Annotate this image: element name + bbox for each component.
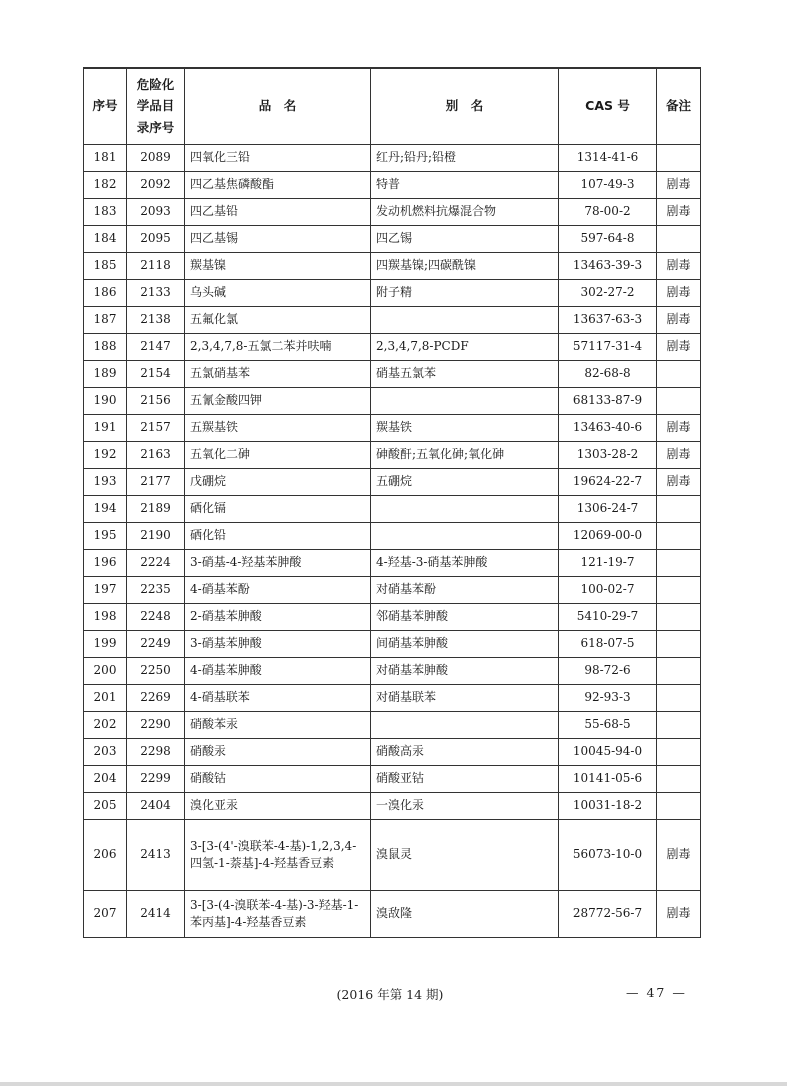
cell-remark xyxy=(657,496,701,523)
cell-name: 溴化亚汞 xyxy=(185,793,371,820)
cell-seq: 193 xyxy=(84,469,127,496)
cell-catalog-no: 2157 xyxy=(127,415,185,442)
cell-cas: 78-00-2 xyxy=(559,199,657,226)
table-row xyxy=(84,793,701,820)
cell-name: 乌头碱 xyxy=(185,280,371,307)
cell-seq: 201 xyxy=(84,685,127,712)
cell-catalog-no: 2118 xyxy=(127,253,185,280)
cell-alias: 硝酸亚钴 xyxy=(371,766,559,793)
cell-name: 4-硝基苯酚 xyxy=(185,577,371,604)
cell-remark: 剧毒 xyxy=(657,891,701,938)
cell-alias xyxy=(371,307,559,334)
table-row xyxy=(84,469,701,496)
cell-catalog-no: 2095 xyxy=(127,226,185,253)
cell-cas: 107-49-3 xyxy=(559,172,657,199)
cell-cas: 13463-39-3 xyxy=(559,253,657,280)
table-row xyxy=(84,226,701,253)
cell-remark xyxy=(657,685,701,712)
cell-cas: 121-19-7 xyxy=(559,550,657,577)
cell-cas: 68133-87-9 xyxy=(559,388,657,415)
cell-remark xyxy=(657,226,701,253)
cell-cas: 597-64-8 xyxy=(559,226,657,253)
cell-remark xyxy=(657,712,701,739)
table-body xyxy=(84,145,701,938)
cell-seq: 199 xyxy=(84,631,127,658)
cell-alias: 溴鼠灵 xyxy=(371,820,559,891)
cell-alias: 红丹;铅丹;铅橙 xyxy=(371,145,559,172)
cell-catalog-no: 2189 xyxy=(127,496,185,523)
cell-remark xyxy=(657,577,701,604)
cell-alias: 溴敌隆 xyxy=(371,891,559,938)
cell-seq: 189 xyxy=(84,361,127,388)
cell-remark: 剧毒 xyxy=(657,199,701,226)
cell-cas: 13637-63-3 xyxy=(559,307,657,334)
cell-name: 硒化镉 xyxy=(185,496,371,523)
cell-cas: 1306-24-7 xyxy=(559,496,657,523)
table-row xyxy=(84,523,701,550)
cell-seq: 203 xyxy=(84,739,127,766)
cell-alias xyxy=(371,388,559,415)
cell-seq: 195 xyxy=(84,523,127,550)
cell-catalog-no: 2414 xyxy=(127,891,185,938)
cell-seq: 198 xyxy=(84,604,127,631)
table-row xyxy=(84,685,701,712)
cell-name: 硝酸汞 xyxy=(185,739,371,766)
cell-name: 戊硼烷 xyxy=(185,469,371,496)
cell-remark: 剧毒 xyxy=(657,415,701,442)
cell-name: 硝酸钴 xyxy=(185,766,371,793)
cell-alias: 2,3,4,7,8-PCDF xyxy=(371,334,559,361)
cell-seq: 186 xyxy=(84,280,127,307)
cell-seq: 183 xyxy=(84,199,127,226)
cell-cas: 10045-94-0 xyxy=(559,739,657,766)
cell-catalog-no: 2093 xyxy=(127,199,185,226)
cell-catalog-no: 2154 xyxy=(127,361,185,388)
cell-alias: 五硼烷 xyxy=(371,469,559,496)
cell-remark xyxy=(657,766,701,793)
cell-catalog-no: 2413 xyxy=(127,820,185,891)
cell-seq: 192 xyxy=(84,442,127,469)
table-row xyxy=(84,415,701,442)
cell-seq: 197 xyxy=(84,577,127,604)
cell-name: 4-硝基苯胂酸 xyxy=(185,658,371,685)
cell-catalog-no: 2248 xyxy=(127,604,185,631)
cell-catalog-no: 2089 xyxy=(127,145,185,172)
cell-name: 五氰金酸四钾 xyxy=(185,388,371,415)
cell-catalog-no: 2249 xyxy=(127,631,185,658)
cell-seq: 185 xyxy=(84,253,127,280)
table-row xyxy=(84,631,701,658)
table-row xyxy=(84,388,701,415)
cell-remark: 剧毒 xyxy=(657,253,701,280)
cell-name: 四乙基铅 xyxy=(185,199,371,226)
table-row xyxy=(84,604,701,631)
cell-catalog-no: 2299 xyxy=(127,766,185,793)
page-number: — 47 — xyxy=(626,985,687,1000)
cell-name: 四氧化三铅 xyxy=(185,145,371,172)
header-catalog-no-line2: 学品目 xyxy=(136,98,175,114)
cell-name: 2,3,4,7,8-五氯二苯并呋喃 xyxy=(185,334,371,361)
cell-alias: 间硝基苯胂酸 xyxy=(371,631,559,658)
cell-catalog-no: 2147 xyxy=(127,334,185,361)
hazardous-chemicals-table xyxy=(83,67,701,938)
table-row xyxy=(84,712,701,739)
cell-alias: 4-羟基-3-硝基苯胂酸 xyxy=(371,550,559,577)
table-header-row xyxy=(84,68,701,145)
cell-catalog-no: 2235 xyxy=(127,577,185,604)
cell-alias: 附子精 xyxy=(371,280,559,307)
cell-alias: 四乙锡 xyxy=(371,226,559,253)
table-row xyxy=(84,658,701,685)
cell-remark xyxy=(657,739,701,766)
table-row xyxy=(84,577,701,604)
cell-alias: 发动机燃料抗爆混合物 xyxy=(371,199,559,226)
cell-alias xyxy=(371,496,559,523)
cell-alias: 砷酸酐;五氧化砷;氧化砷 xyxy=(371,442,559,469)
cell-cas: 82-68-8 xyxy=(559,361,657,388)
cell-cas: 57117-31-4 xyxy=(559,334,657,361)
cell-cas: 56073-10-0 xyxy=(559,820,657,891)
cell-remark xyxy=(657,145,701,172)
bottom-edge xyxy=(0,1082,787,1086)
cell-name: 4-硝基联苯 xyxy=(185,685,371,712)
table-row xyxy=(84,145,701,172)
cell-cas: 92-93-3 xyxy=(559,685,657,712)
cell-seq: 202 xyxy=(84,712,127,739)
table-row xyxy=(84,550,701,577)
cell-seq: 191 xyxy=(84,415,127,442)
issue-label: (2016 年第 14 期) xyxy=(336,987,444,1002)
cell-name: 3-硝基-4-羟基苯胂酸 xyxy=(185,550,371,577)
cell-cas: 10141-05-6 xyxy=(559,766,657,793)
header-name: 品 名 xyxy=(185,68,371,145)
cell-cas: 28772-56-7 xyxy=(559,891,657,938)
cell-name: 3-[3-(4'-溴联苯-4-基)-1,2,3,4-四氢-1-萘基]-4-羟基香豆素 xyxy=(185,820,371,891)
header-catalog-no-line1: 危险化 xyxy=(136,77,175,93)
header-catalog-no xyxy=(127,68,185,145)
cell-catalog-no: 2224 xyxy=(127,550,185,577)
cell-cas: 302-27-2 xyxy=(559,280,657,307)
cell-catalog-no: 2404 xyxy=(127,793,185,820)
cell-name: 四乙基焦磷酸酯 xyxy=(185,172,371,199)
cell-catalog-no: 2138 xyxy=(127,307,185,334)
cell-name: 五羰基铁 xyxy=(185,415,371,442)
cell-catalog-no: 2163 xyxy=(127,442,185,469)
cell-remark xyxy=(657,658,701,685)
cell-alias xyxy=(371,712,559,739)
cell-seq: 187 xyxy=(84,307,127,334)
cell-seq: 207 xyxy=(84,891,127,938)
cell-seq: 196 xyxy=(84,550,127,577)
table-row xyxy=(84,891,701,938)
cell-cas: 12069-00-0 xyxy=(559,523,657,550)
cell-seq: 181 xyxy=(84,145,127,172)
cell-catalog-no: 2092 xyxy=(127,172,185,199)
cell-remark: 剧毒 xyxy=(657,334,701,361)
cell-remark xyxy=(657,604,701,631)
cell-alias: 对硝基苯酚 xyxy=(371,577,559,604)
cell-name: 五氯硝基苯 xyxy=(185,361,371,388)
cell-catalog-no: 2298 xyxy=(127,739,185,766)
table-row xyxy=(84,334,701,361)
cell-alias: 特普 xyxy=(371,172,559,199)
cell-remark xyxy=(657,793,701,820)
cell-remark: 剧毒 xyxy=(657,307,701,334)
table-row xyxy=(84,280,701,307)
cell-catalog-no: 2190 xyxy=(127,523,185,550)
cell-alias: 对硝基联苯 xyxy=(371,685,559,712)
table-row xyxy=(84,199,701,226)
cell-cas: 100-02-7 xyxy=(559,577,657,604)
cell-catalog-no: 2177 xyxy=(127,469,185,496)
cell-catalog-no: 2290 xyxy=(127,712,185,739)
cell-remark xyxy=(657,388,701,415)
header-seq: 序号 xyxy=(84,68,127,145)
header-catalog-no-line3: 录序号 xyxy=(136,119,175,135)
cell-seq: 184 xyxy=(84,226,127,253)
cell-name: 3-硝基苯胂酸 xyxy=(185,631,371,658)
cell-name: 3-[3-(4-溴联苯-4-基)-3-羟基-1-苯丙基]-4-羟基香豆素 xyxy=(185,891,371,938)
table-row xyxy=(84,253,701,280)
header-alias: 别 名 xyxy=(371,68,559,145)
table-row xyxy=(84,172,701,199)
table-row xyxy=(84,361,701,388)
header-cas: CAS 号 xyxy=(559,68,657,145)
cell-cas: 1303-28-2 xyxy=(559,442,657,469)
cell-alias: 邻硝基苯胂酸 xyxy=(371,604,559,631)
cell-alias: 一溴化汞 xyxy=(371,793,559,820)
cell-catalog-no: 2250 xyxy=(127,658,185,685)
cell-remark xyxy=(657,550,701,577)
cell-cas: 55-68-5 xyxy=(559,712,657,739)
cell-cas: 5410-29-7 xyxy=(559,604,657,631)
cell-alias: 对硝基苯胂酸 xyxy=(371,658,559,685)
cell-cas: 13463-40-6 xyxy=(559,415,657,442)
cell-alias: 硝酸高汞 xyxy=(371,739,559,766)
cell-name: 硝酸苯汞 xyxy=(185,712,371,739)
table-row xyxy=(84,766,701,793)
cell-name: 四乙基锡 xyxy=(185,226,371,253)
cell-seq: 204 xyxy=(84,766,127,793)
table-row xyxy=(84,442,701,469)
cell-remark: 剧毒 xyxy=(657,820,701,891)
cell-name: 五氧化二砷 xyxy=(185,442,371,469)
cell-cas: 19624-22-7 xyxy=(559,469,657,496)
cell-remark: 剧毒 xyxy=(657,442,701,469)
cell-name: 五氟化氯 xyxy=(185,307,371,334)
table-row xyxy=(84,496,701,523)
cell-seq: 200 xyxy=(84,658,127,685)
cell-name: 羰基镍 xyxy=(185,253,371,280)
cell-cas: 1314-41-6 xyxy=(559,145,657,172)
cell-alias: 四羰基镍;四碳酰镍 xyxy=(371,253,559,280)
cell-seq: 182 xyxy=(84,172,127,199)
cell-name: 2-硝基苯胂酸 xyxy=(185,604,371,631)
cell-seq: 206 xyxy=(84,820,127,891)
cell-cas: 618-07-5 xyxy=(559,631,657,658)
header-remark: 备注 xyxy=(657,68,701,145)
cell-cas: 10031-18-2 xyxy=(559,793,657,820)
cell-name: 硒化铅 xyxy=(185,523,371,550)
cell-cas: 98-72-6 xyxy=(559,658,657,685)
table-top-border xyxy=(83,67,700,69)
table-row xyxy=(84,307,701,334)
cell-remark: 剧毒 xyxy=(657,172,701,199)
cell-seq: 194 xyxy=(84,496,127,523)
cell-remark xyxy=(657,631,701,658)
table-row xyxy=(84,739,701,766)
table-row xyxy=(84,820,701,891)
cell-seq: 188 xyxy=(84,334,127,361)
cell-catalog-no: 2133 xyxy=(127,280,185,307)
cell-remark xyxy=(657,361,701,388)
cell-alias xyxy=(371,523,559,550)
cell-seq: 205 xyxy=(84,793,127,820)
cell-catalog-no: 2269 xyxy=(127,685,185,712)
cell-remark xyxy=(657,523,701,550)
cell-seq: 190 xyxy=(84,388,127,415)
cell-alias: 羰基铁 xyxy=(371,415,559,442)
cell-catalog-no: 2156 xyxy=(127,388,185,415)
cell-remark: 剧毒 xyxy=(657,469,701,496)
cell-remark: 剧毒 xyxy=(657,280,701,307)
cell-alias: 硝基五氯苯 xyxy=(371,361,559,388)
